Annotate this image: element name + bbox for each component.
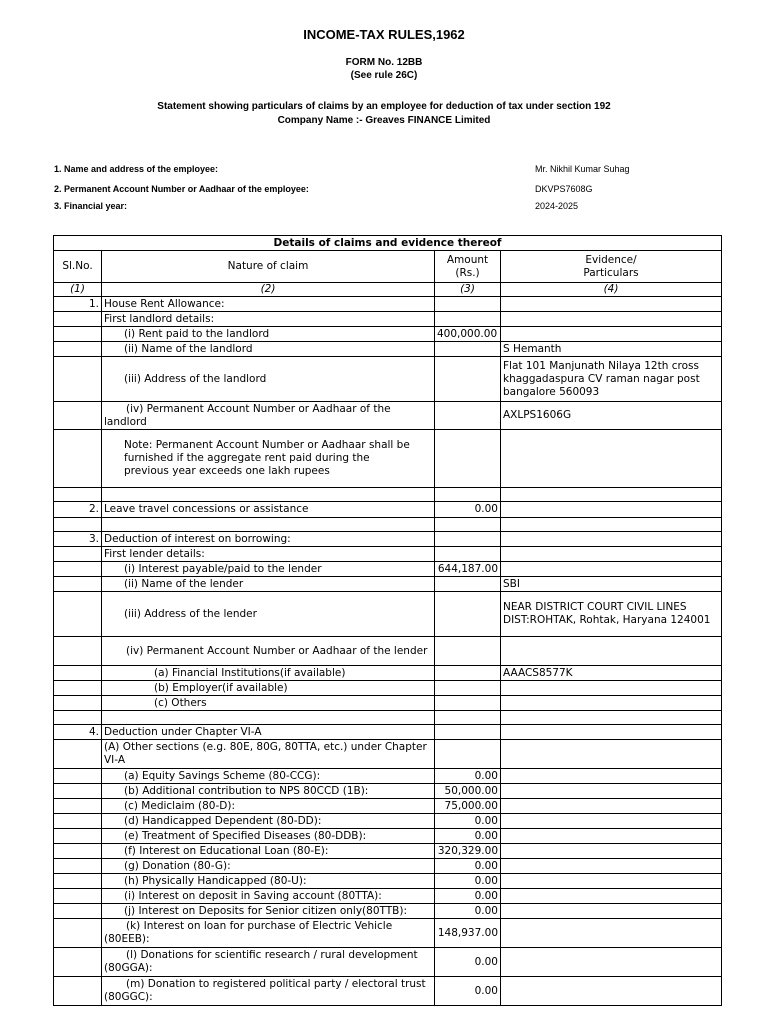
claim-label: (i) Interest payable/paid to the lender: [102, 562, 435, 577]
employee-pan-label: 2. Permanent Account Number or Aadhaar of the employee:: [54, 184, 309, 194]
claim-label: (b) Additional contribution to NPS 80CCD (1B):: [102, 784, 435, 799]
claim-label: (ii) Name of the landlord: [102, 342, 435, 357]
claim-label: (iv) Permanent Account Number or Aadhaar of the landlord: [102, 402, 435, 430]
sl-no: 1.: [54, 297, 102, 312]
employee-pan-value: DKVPS7608G: [535, 184, 593, 194]
table-row: [54, 919, 722, 948]
claim-amount: 0.00: [435, 502, 501, 518]
table-row: [54, 547, 722, 562]
section-title: Deduction under Chapter VI-A: [102, 725, 435, 740]
claim-amount: 50,000.00: [435, 784, 501, 799]
claim-label: (iv) Permanent Account Number or Aadhaar of the lender: [102, 637, 435, 666]
claim-label: (m) Donation to registered political party / electoral trust (80GGC):: [102, 977, 435, 1006]
claim-label: (d) Handicapped Dependent (80-DD):: [102, 814, 435, 829]
statement-heading: Statement showing particulars of claims by an employee for deduction of tax under section 192: [157, 101, 611, 112]
claim-amount: 0.00: [435, 814, 501, 829]
header-amount: [435, 251, 501, 283]
table-row: [54, 681, 722, 696]
header-amount-line1: Amount: [446, 253, 489, 266]
claim-amount: 0.00: [435, 889, 501, 904]
col-number: (1): [54, 283, 102, 297]
table-row: [54, 430, 722, 488]
table-row: [54, 666, 722, 681]
claim-label: (iii) Address of the lender: [102, 592, 435, 637]
employee-name-label: 1. Name and address of the employee:: [54, 164, 219, 174]
claim-label: (b) Employer(if available): [102, 681, 435, 696]
col-number: (4): [501, 283, 722, 297]
claim-amount: 644,187.00: [435, 562, 501, 577]
table-row: [54, 297, 722, 312]
claim-amount: 0.00: [435, 769, 501, 784]
header-evidence-line2: Particulars: [583, 266, 639, 279]
form-number: FORM No. 12BB: [345, 57, 423, 68]
column-number-row: [54, 283, 722, 297]
claim-label: (c) Mediclaim (80-D):: [102, 799, 435, 814]
evidence-value: AXLPS1606G: [501, 402, 722, 430]
table-title: Details of claims and evidence thereof: [54, 236, 722, 251]
evidence-value: S Hemanth: [501, 342, 722, 357]
table-row: [54, 518, 722, 532]
table-row: [54, 784, 722, 799]
claim-label: (f) Interest on Educational Loan (80-E):: [102, 844, 435, 859]
claims-table: [53, 235, 722, 1006]
claim-label: (j) Interest on Deposits for Senior citizen only(80TTB):: [102, 904, 435, 919]
evidence-value: AAACS8577K: [501, 666, 722, 681]
table-row: [54, 740, 722, 769]
table-row: [54, 844, 722, 859]
table-row: [54, 488, 722, 502]
claim-label: (ii) Name of the lender: [102, 577, 435, 592]
table-row: [54, 769, 722, 784]
header-evidence: [501, 251, 722, 283]
table-row: [54, 889, 722, 904]
claim-amount: 0.00: [435, 977, 501, 1006]
employee-name-value: Mr. Nikhil Kumar Suhag: [535, 164, 630, 174]
claim-label: (g) Donation (80-G):: [102, 859, 435, 874]
claim-amount: 0.00: [435, 874, 501, 889]
claim-label: (i) Rent paid to the landlord: [102, 327, 435, 342]
table-row: [54, 562, 722, 577]
table-row: [54, 402, 722, 430]
table-row: [54, 859, 722, 874]
table-row: [54, 342, 722, 357]
claim-label: (l) Donations for scientific research / rural development (80GGA):: [102, 948, 435, 977]
hra-note: Note: Permanent Account Number or Aadhaar shall be furnished if the aggregate rent paid during the previous year exceeds one lakh rupees: [102, 430, 435, 488]
table-row: [54, 874, 722, 889]
table-row: [54, 725, 722, 740]
claim-amount: 75,000.00: [435, 799, 501, 814]
claim-label: (c) Others: [102, 696, 435, 711]
col-number: (2): [102, 283, 435, 297]
financial-year-label: 3. Financial year:: [54, 201, 128, 211]
company-name: Company Name :- Greaves FINANCE Limited: [277, 115, 491, 126]
claim-amount: 148,937.00: [435, 919, 501, 948]
claim-amount: 0.00: [435, 829, 501, 844]
claim-label: (a) Financial Institutions(if available): [102, 666, 435, 681]
table-row: [54, 711, 722, 725]
table-row: [54, 799, 722, 814]
section-title: House Rent Allowance:: [102, 297, 435, 312]
claim-label: (e) Treatment of Specified Diseases (80-DDB):: [102, 829, 435, 844]
table-row: [54, 577, 722, 592]
claim-label: (k) Interest on loan for purchase of Electric Vehicle (80EEB):: [102, 919, 435, 948]
table-row: [54, 502, 722, 518]
table-row: [54, 637, 722, 666]
table-row: [54, 948, 722, 977]
table-row: [54, 357, 722, 402]
form-title: INCOME-TAX RULES,1962: [303, 27, 465, 42]
claim-amount: 400,000.00: [435, 327, 501, 342]
table-header-row: [54, 251, 722, 283]
claim-label: (a) Equity Savings Scheme (80-CCG):: [102, 769, 435, 784]
claim-label: (iii) Address of the landlord: [102, 357, 435, 402]
table-row: [54, 814, 722, 829]
table-row: [54, 696, 722, 711]
claim-label: (h) Physically Handicapped (80-U):: [102, 874, 435, 889]
table-row: [54, 904, 722, 919]
table-row: [54, 592, 722, 637]
sub-title: First lender details:: [102, 547, 435, 562]
table-row: [54, 977, 722, 1006]
evidence-value: SBI: [501, 577, 722, 592]
financial-year-value: 2024-2025: [535, 201, 579, 211]
table-row: [54, 532, 722, 547]
sl-no: 2.: [54, 502, 102, 518]
claim-amount: 0.00: [435, 948, 501, 977]
claim-label: Leave travel concessions or assistance: [102, 502, 435, 518]
evidence-value: Flat 101 Manjunath Nilaya 12th cross khaggadaspura CV raman nagar post bangalore 560093: [501, 357, 722, 402]
claim-label: (i) Interest on deposit in Saving account (80TTA):: [102, 889, 435, 904]
sl-no: 3.: [54, 532, 102, 547]
table-row: [54, 829, 722, 844]
table-row: [54, 327, 722, 342]
table-row: [54, 312, 722, 327]
sub-title: First landlord details:: [102, 312, 435, 327]
header-nature: Nature of claim: [102, 251, 435, 283]
section-title: Deduction of interest on borrowing:: [102, 532, 435, 547]
header-evidence-line1: Evidence/: [585, 253, 637, 266]
sl-no: 4.: [54, 725, 102, 740]
claim-amount: 320,329.00: [435, 844, 501, 859]
header-amount-line2: (Rs.): [455, 266, 480, 279]
evidence-value: NEAR DISTRICT COURT CIVIL LINES DIST:ROHTAK, Rohtak, Haryana 124001: [501, 592, 722, 637]
col-number: (3): [435, 283, 501, 297]
header-sl-no: Sl.No.: [54, 251, 102, 283]
claim-amount: 0.00: [435, 859, 501, 874]
sub-title: (A) Other sections (e.g. 80E, 80G, 80TTA, etc.) under Chapter VI-A: [102, 740, 435, 769]
rule-reference: (See rule 26C): [350, 70, 418, 81]
claim-amount: 0.00: [435, 904, 501, 919]
